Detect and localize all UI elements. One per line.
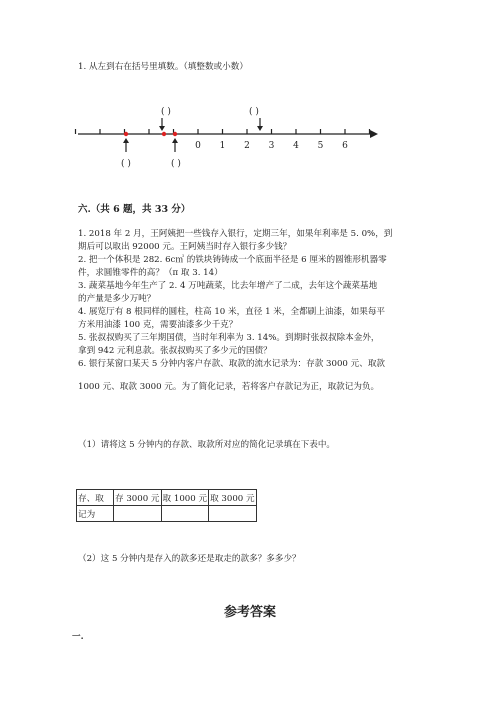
section-6-heading: 六.（共 6 题，共 33 分） — [78, 204, 191, 215]
tick-label: 1 — [219, 141, 226, 151]
tick-label: 4 — [293, 141, 299, 151]
answer-blank: ( ) — [171, 159, 181, 169]
red-point — [162, 132, 166, 136]
tick-label: 2 — [244, 141, 250, 151]
q6-line-2: 期后可以取出 92000 元。王阿姨当时存入银行多少钱？ — [78, 242, 292, 252]
q6-line-3: 2. 把一个体积是 282. 6c㎥ 的铁块铸铸成一个底面半径是 6 厘米的圆锥形机器零 — [78, 255, 387, 265]
table-cell: 存 3000 元 — [114, 490, 162, 506]
down-arrowhead — [257, 126, 263, 131]
table-cell — [114, 506, 162, 522]
q6-line-8: 方米用油漆 100 克，需要油漆多少千克？ — [78, 320, 238, 330]
sub-question-2: （2）这 5 分钟内是存入的款多还是取走的款多？多多少？ — [78, 554, 301, 564]
table-row — [77, 490, 257, 506]
answer-blank: ( ) — [121, 159, 131, 169]
answers-first: 一. — [72, 632, 84, 642]
record-table — [76, 489, 257, 522]
q6-line-5: 3. 蔬菜基地今年生产了 2. 4 万吨蔬菜，比去年增产了二成，去年这个蔬菜基地 — [78, 281, 378, 291]
q6-line-4: 件，求圆锥零件的高？（π 取 3. 14） — [78, 268, 223, 278]
answer-blank: ( ) — [249, 107, 259, 117]
question-1: 1. 从左到右在括号里填数。（填整数或小数） — [78, 62, 248, 72]
table-cell: 记为 — [77, 506, 114, 522]
answers-title: 参考答案 — [223, 605, 276, 620]
q6-line-10: 拿到 942 元利息款。张叔叔购买了多少元的国债？ — [78, 346, 272, 356]
red-point — [173, 132, 177, 136]
answer-blank: ( ) — [161, 107, 171, 117]
red-point — [124, 132, 128, 136]
tick-label: 6 — [342, 141, 348, 151]
axis-arrowhead — [370, 130, 378, 138]
table-cell: 存、取 — [77, 490, 114, 506]
down-arrowhead — [159, 126, 165, 131]
table-cell — [161, 506, 209, 522]
q6-line-9: 5. 张叔叔购买了三年期国债，当时年利率为 3. 14%。到期时张叔叔除本金外， — [78, 333, 380, 343]
tick-label: 5 — [317, 141, 324, 151]
sub-question-1: （1）请将这 5 分钟内的存款、取款所对应的简化记录填在下表中。 — [78, 440, 336, 450]
tick-label: 0 — [195, 141, 201, 151]
number-line-figure — [70, 100, 390, 180]
q6-line-1: 1. 2018 年 2 月，王阿姨把一些钱存入银行，定期三年，如果年利率是 5. 0%，到 — [78, 229, 393, 239]
q6-line-12: 1000 元、取款 3000 元。为了简化记录，若将客户存款记为正，取款记为负。 — [78, 382, 380, 392]
up-arrowhead — [172, 138, 178, 143]
tick-label: 3 — [268, 141, 275, 151]
q6-line-6: 的产量是多少万吨？ — [78, 294, 156, 304]
q6-line-7: 4. 展览厅有 8 根同样的圆柱，柱高 10 米，直径 1 米，全都刷上油漆，如果每平 — [78, 307, 386, 317]
table-cell: 取 1000 元 — [161, 490, 209, 506]
table-row — [77, 506, 257, 522]
table-cell: 取 3000 元 — [209, 490, 257, 506]
q6-line-11: 6. 银行某窗口某天 5 分钟内客户存款、取款的流水记录为：存款 3000 元、取款 — [78, 359, 386, 369]
up-arrowhead — [123, 138, 129, 143]
table-cell — [209, 506, 257, 522]
